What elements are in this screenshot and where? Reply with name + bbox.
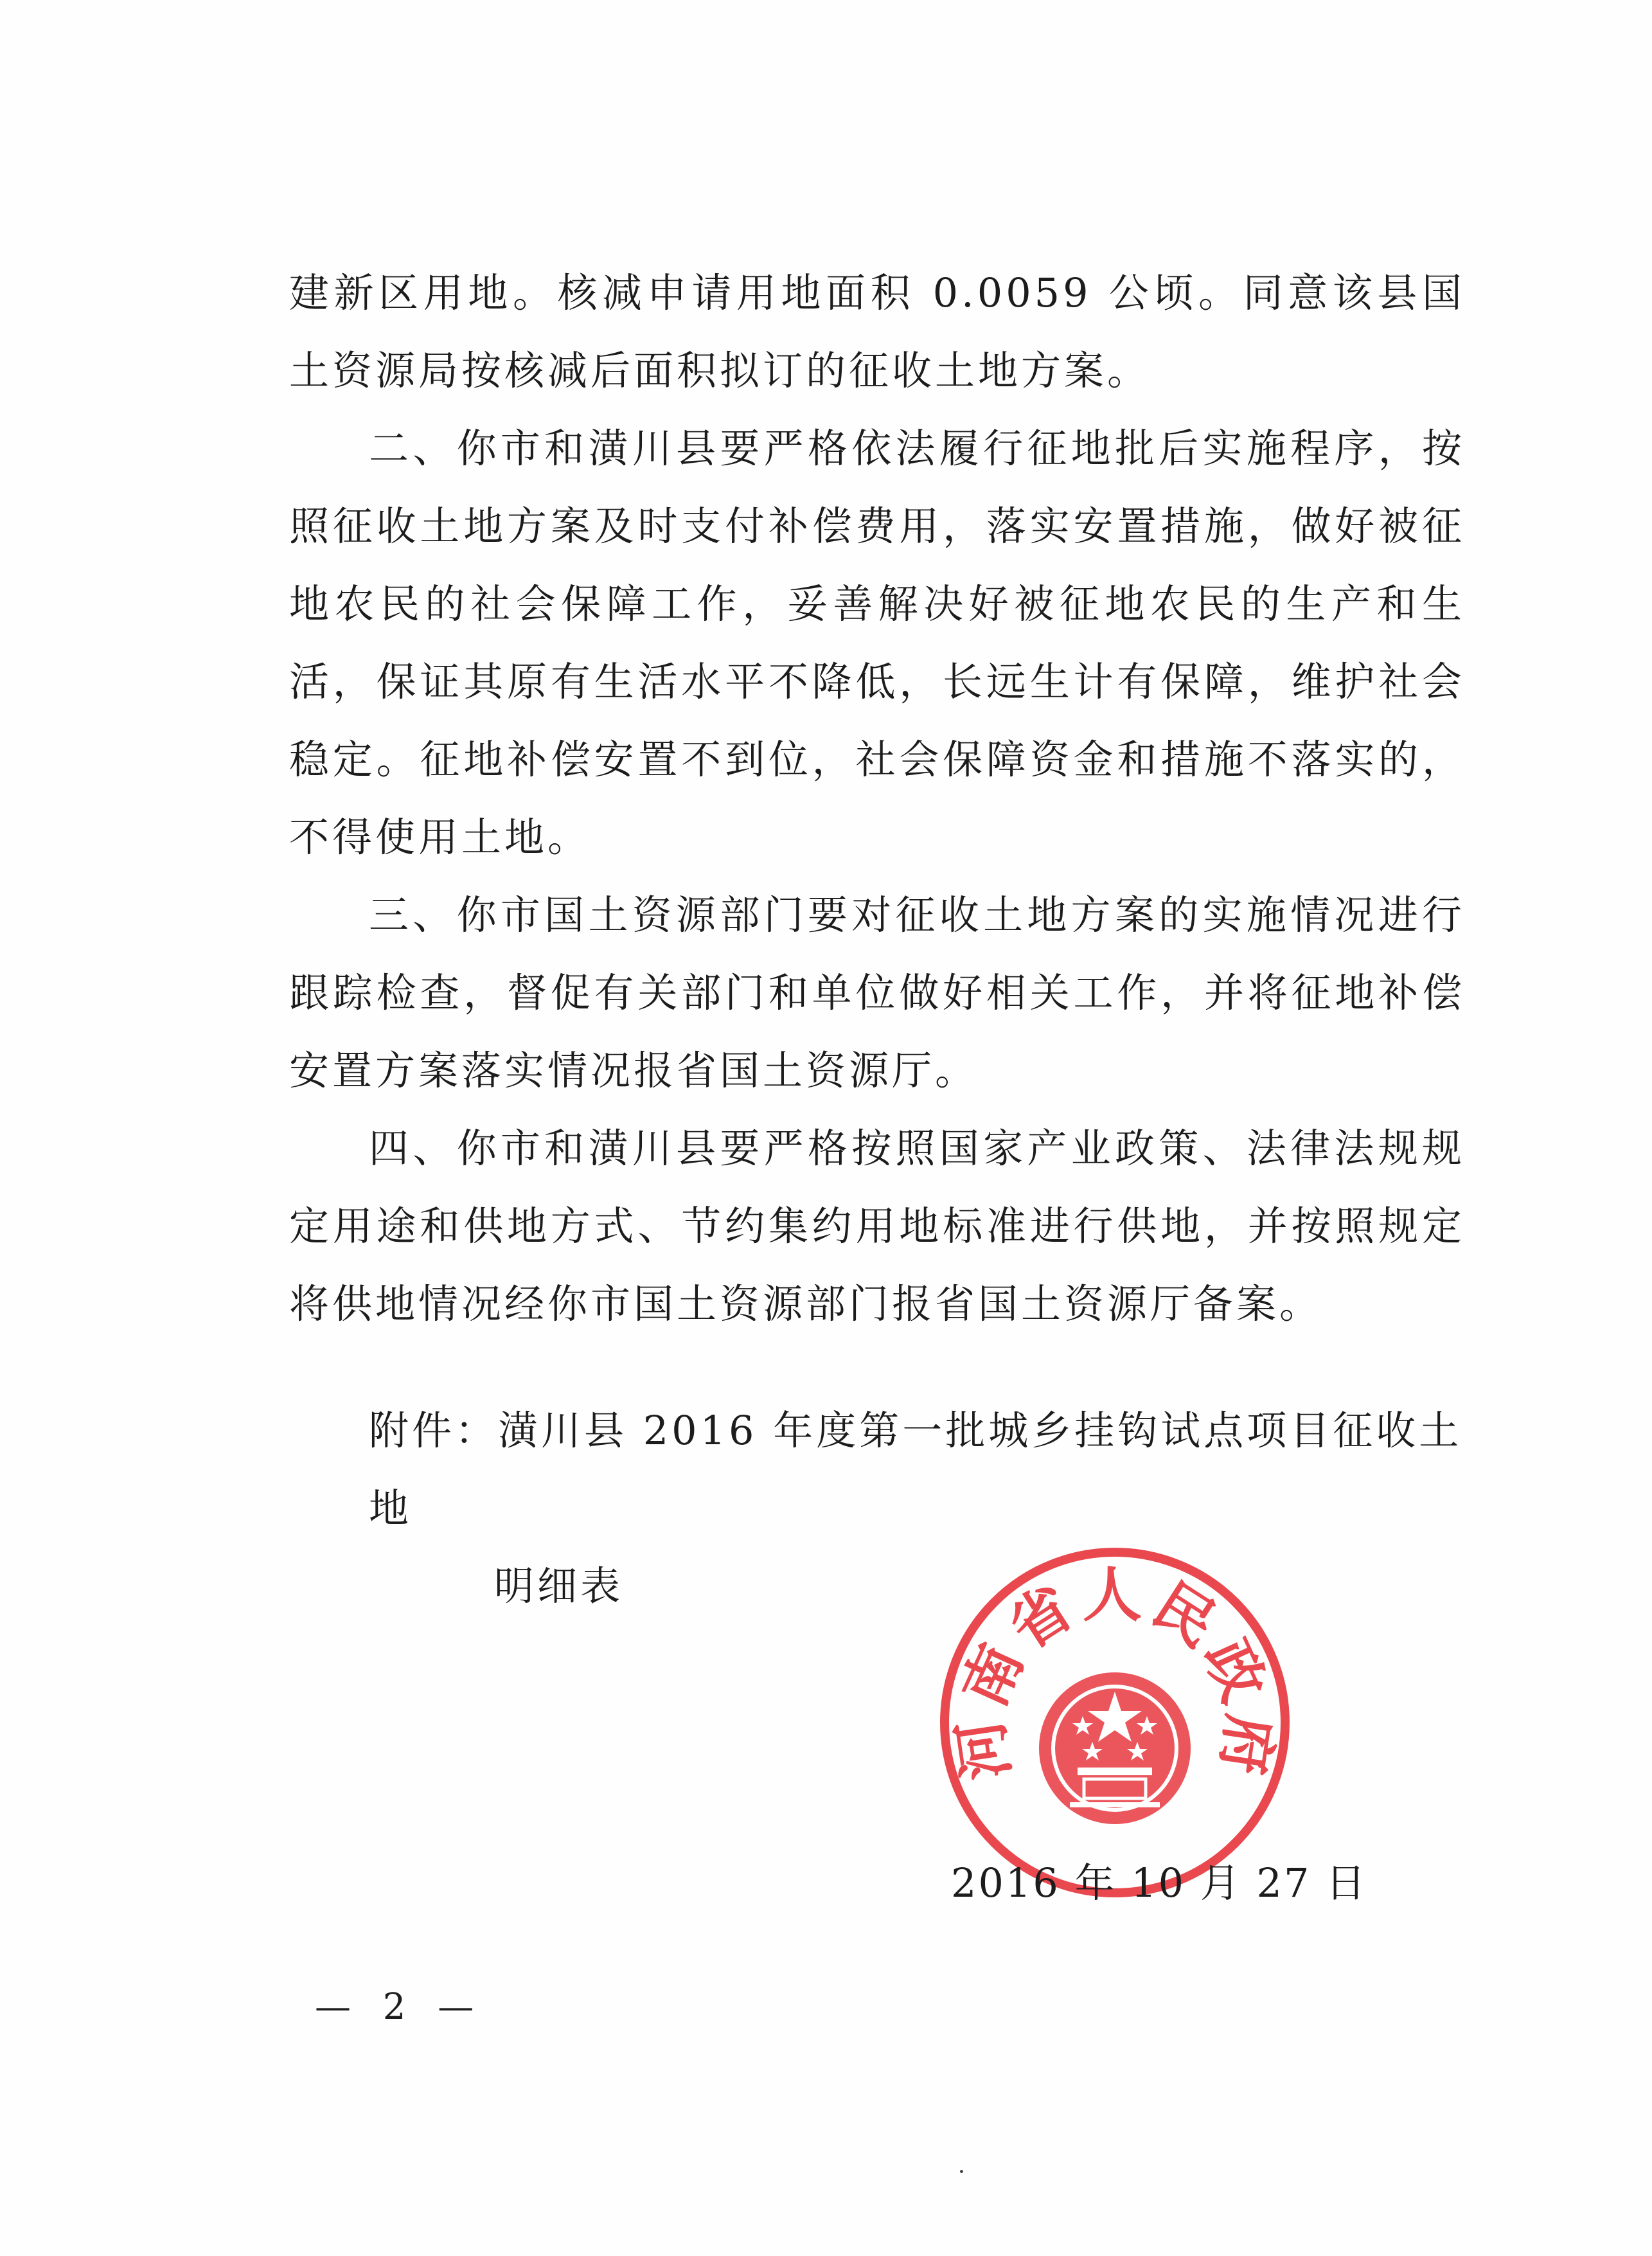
seal-text: 河南省人民政府 <box>944 1560 1286 1784</box>
issue-date: 2016 年 10 月 27 日 <box>951 1859 1368 1906</box>
scan-speck <box>960 2170 963 2173</box>
document-body <box>289 254 1465 1343</box>
paragraph-item-2: 二、你市和潢川县要严格依法履行征地批后实施程序，按照征收土地方案及时支付补偿费用，落实安置措施，做好被征地农民的社会保障工作，妥善解决好被征地农民的生产和生活，保证其原有生活水平不降低，长远生计有保障，维护社会稳定。征地补偿安置不到位，社会保障资金和措施不落实的，不得使用土地。 <box>289 425 1465 861</box>
paragraph-item-4: 四、你市和潢川县要严格按照国家产业政策、法律法规规定用途和供地方式、节约集约用地标准进行供地，并按照规定将供地情况经你市国土资源部门报省国土资源厅备案。 <box>289 1125 1465 1327</box>
paragraph-continuation: 建新区用地。核减申请用地面积 0.0059 公顷。同意该县国土资源局按核减后面积拟订的征收土地方案。 <box>289 269 1465 394</box>
page-number: — 2 — <box>315 1986 484 2028</box>
attachment-note <box>369 1392 1468 1625</box>
attachment-line-1: 附件：潢川县 2016 年度第一批城乡挂钩试点项目征收土地 <box>369 1407 1462 1532</box>
paragraph-item-3: 三、你市国土资源部门要对征收土地方案的实施情况进行跟踪检查，督促有关部门和单位做好相关工作，并将征地补偿安置方案落实情况报省国土资源厅。 <box>289 891 1465 1094</box>
official-seal-icon <box>935 1543 1295 1902</box>
attachment-line-2: 明细表 <box>494 1562 624 1609</box>
